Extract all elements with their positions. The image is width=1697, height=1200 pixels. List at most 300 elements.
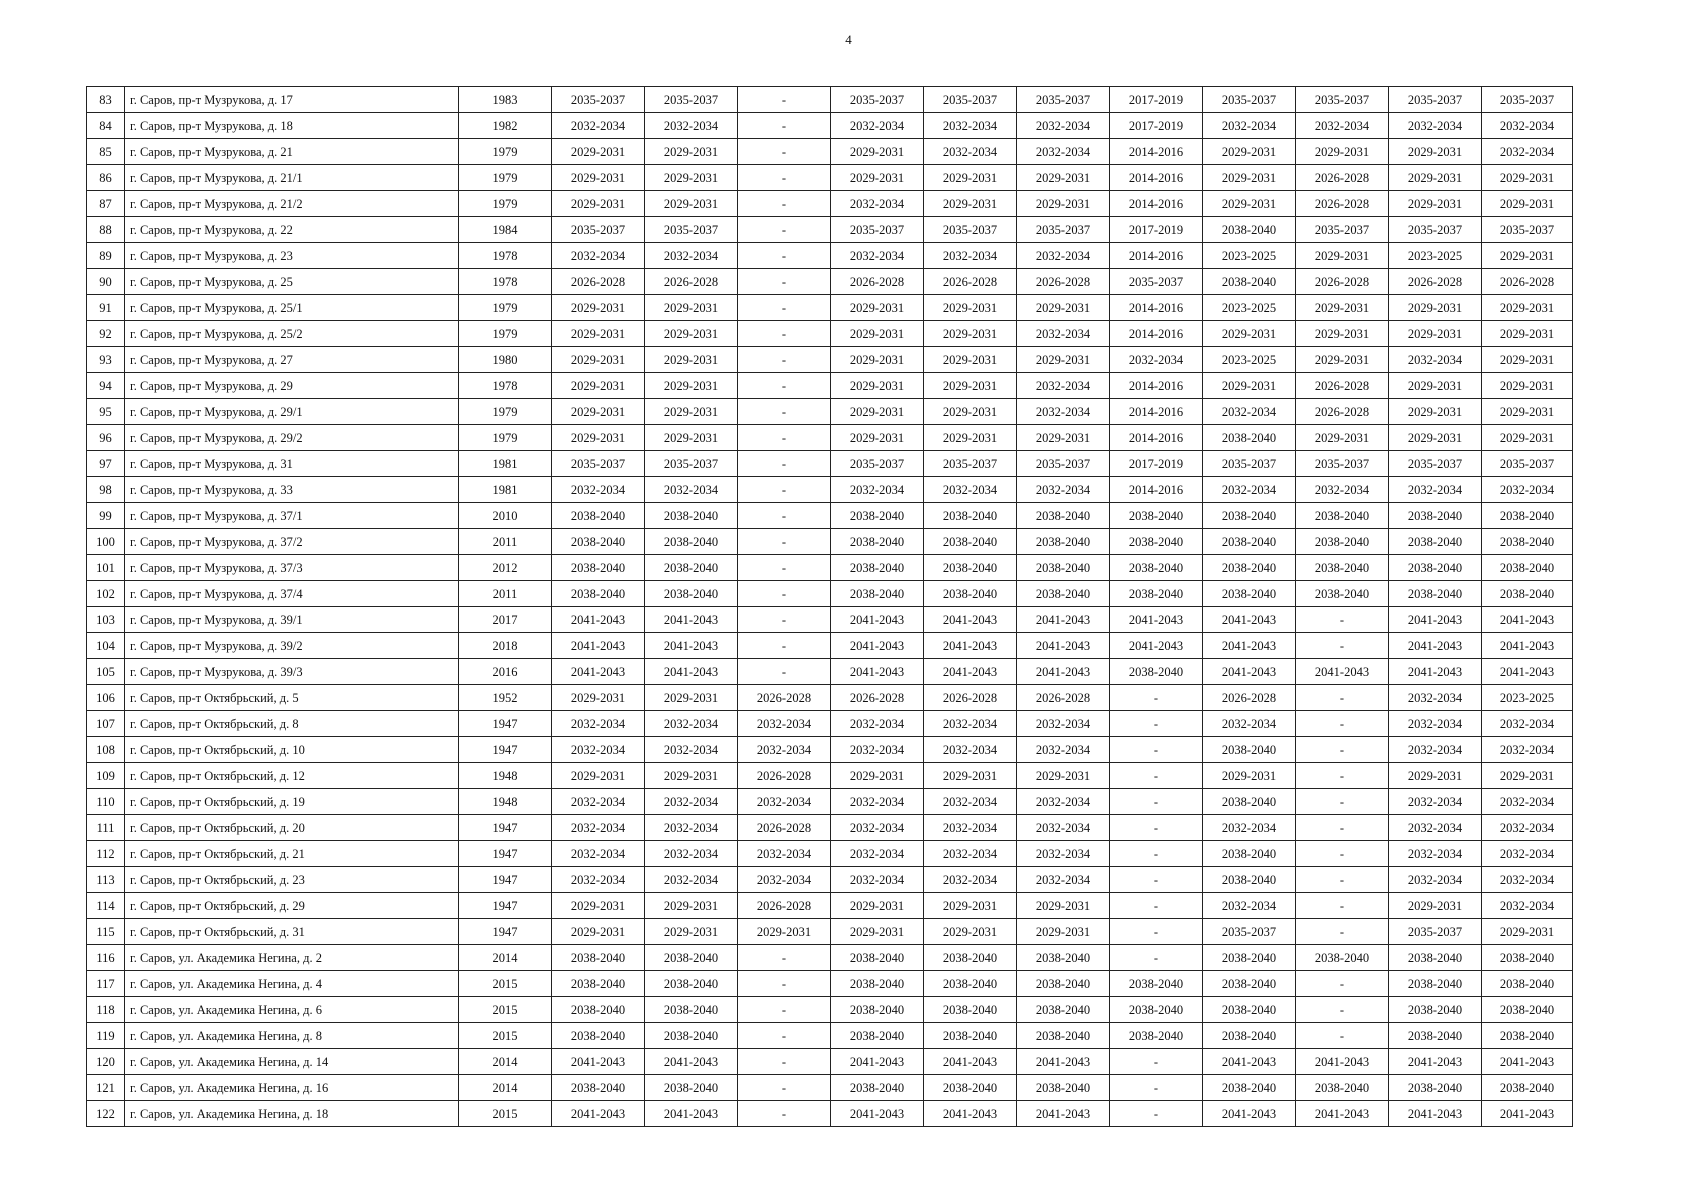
cell-build-year: 1981: [459, 477, 552, 503]
cell-row-number: 118: [87, 997, 125, 1023]
cell-build-year: 1948: [459, 763, 552, 789]
cell-period-1: 2029-2031: [552, 191, 645, 217]
cell-period-1: 2041-2043: [552, 633, 645, 659]
cell-period-8: 2032-2034: [1203, 477, 1296, 503]
cell-period-2: 2038-2040: [645, 1075, 738, 1101]
table-row: [87, 659, 1573, 685]
cell-period-8: 2038-2040: [1203, 529, 1296, 555]
table-row: [87, 1023, 1573, 1049]
cell-period-11: 2032-2034: [1482, 893, 1573, 919]
cell-period-8: 2038-2040: [1203, 737, 1296, 763]
cell-period-7: 2017-2019: [1110, 217, 1203, 243]
cell-build-year: 2015: [459, 1101, 552, 1127]
cell-period-7: 2014-2016: [1110, 243, 1203, 269]
cell-period-11: 2041-2043: [1482, 633, 1573, 659]
cell-period-11: 2032-2034: [1482, 477, 1573, 503]
cell-period-8: 2023-2025: [1203, 243, 1296, 269]
cell-row-number: 121: [87, 1075, 125, 1101]
cell-period-5: 2041-2043: [924, 659, 1017, 685]
cell-row-number: 101: [87, 555, 125, 581]
table-row: [87, 503, 1573, 529]
cell-period-1: 2029-2031: [552, 685, 645, 711]
cell-period-1: 2029-2031: [552, 893, 645, 919]
cell-period-11: 2038-2040: [1482, 581, 1573, 607]
cell-period-11: 2038-2040: [1482, 997, 1573, 1023]
cell-address: г. Саров, пр-т Музрукова, д. 29/2: [125, 425, 459, 451]
cell-row-number: 92: [87, 321, 125, 347]
cell-row-number: 108: [87, 737, 125, 763]
cell-period-9: 2038-2040: [1296, 503, 1389, 529]
cell-row-number: 95: [87, 399, 125, 425]
cell-period-6: 2032-2034: [1017, 711, 1110, 737]
cell-period-2: 2032-2034: [645, 243, 738, 269]
cell-period-2: 2029-2031: [645, 165, 738, 191]
cell-build-year: 1979: [459, 425, 552, 451]
table-row: [87, 789, 1573, 815]
cell-period-7: 2038-2040: [1110, 555, 1203, 581]
cell-period-10: 2032-2034: [1389, 815, 1482, 841]
cell-period-11: 2038-2040: [1482, 555, 1573, 581]
cell-period-3: -: [738, 997, 831, 1023]
cell-address: г. Саров, пр-т Октябрьский, д. 12: [125, 763, 459, 789]
cell-period-7: 2014-2016: [1110, 165, 1203, 191]
cell-address: г. Саров, пр-т Музрукова, д. 39/1: [125, 607, 459, 633]
cell-row-number: 99: [87, 503, 125, 529]
cell-period-2: 2029-2031: [645, 191, 738, 217]
cell-row-number: 109: [87, 763, 125, 789]
cell-period-10: 2032-2034: [1389, 841, 1482, 867]
cell-build-year: 2011: [459, 529, 552, 555]
cell-period-4: 2038-2040: [831, 1023, 924, 1049]
cell-period-11: 2032-2034: [1482, 867, 1573, 893]
cell-row-number: 111: [87, 815, 125, 841]
cell-period-9: 2026-2028: [1296, 269, 1389, 295]
cell-period-6: 2038-2040: [1017, 581, 1110, 607]
cell-period-5: 2038-2040: [924, 555, 1017, 581]
cell-period-3: -: [738, 269, 831, 295]
cell-period-5: 2041-2043: [924, 1101, 1017, 1127]
cell-period-3: -: [738, 1049, 831, 1075]
cell-address: г. Саров, пр-т Музрукова, д. 37/4: [125, 581, 459, 607]
table-row: [87, 867, 1573, 893]
cell-address: г. Саров, пр-т Музрукова, д. 33: [125, 477, 459, 503]
cell-build-year: 1979: [459, 321, 552, 347]
cell-period-6: 2041-2043: [1017, 659, 1110, 685]
cell-period-4: 2035-2037: [831, 451, 924, 477]
table-row: [87, 425, 1573, 451]
cell-period-10: 2023-2025: [1389, 243, 1482, 269]
cell-period-4: 2029-2031: [831, 165, 924, 191]
cell-period-10: 2041-2043: [1389, 607, 1482, 633]
table-row: [87, 711, 1573, 737]
cell-period-4: 2029-2031: [831, 763, 924, 789]
cell-period-1: 2026-2028: [552, 269, 645, 295]
cell-period-9: 2032-2034: [1296, 113, 1389, 139]
cell-period-5: 2029-2031: [924, 191, 1017, 217]
cell-period-3: -: [738, 451, 831, 477]
cell-period-4: 2038-2040: [831, 945, 924, 971]
cell-period-10: 2029-2031: [1389, 763, 1482, 789]
cell-address: г. Саров, пр-т Музрукова, д. 29: [125, 373, 459, 399]
cell-build-year: 2012: [459, 555, 552, 581]
cell-period-4: 2032-2034: [831, 243, 924, 269]
cell-period-1: 2035-2037: [552, 451, 645, 477]
cell-period-8: 2038-2040: [1203, 503, 1296, 529]
cell-period-1: 2035-2037: [552, 87, 645, 113]
cell-period-3: -: [738, 399, 831, 425]
cell-period-4: 2029-2031: [831, 373, 924, 399]
cell-period-3: -: [738, 1101, 831, 1127]
cell-period-4: 2038-2040: [831, 529, 924, 555]
cell-period-11: 2029-2031: [1482, 347, 1573, 373]
cell-period-4: 2041-2043: [831, 1049, 924, 1075]
cell-period-5: 2032-2034: [924, 815, 1017, 841]
cell-address: г. Саров, пр-т Музрукова, д. 37/3: [125, 555, 459, 581]
cell-build-year: 1947: [459, 815, 552, 841]
cell-period-2: 2029-2031: [645, 321, 738, 347]
cell-period-11: 2023-2025: [1482, 685, 1573, 711]
cell-period-5: 2032-2034: [924, 477, 1017, 503]
cell-period-3: 2032-2034: [738, 789, 831, 815]
cell-period-3: -: [738, 529, 831, 555]
cell-row-number: 119: [87, 1023, 125, 1049]
cell-period-6: 2029-2031: [1017, 893, 1110, 919]
cell-period-2: 2029-2031: [645, 139, 738, 165]
cell-period-10: 2029-2031: [1389, 425, 1482, 451]
cell-period-4: 2038-2040: [831, 503, 924, 529]
cell-period-4: 2041-2043: [831, 607, 924, 633]
cell-period-10: 2041-2043: [1389, 633, 1482, 659]
cell-row-number: 90: [87, 269, 125, 295]
cell-period-7: -: [1110, 841, 1203, 867]
cell-build-year: 1982: [459, 113, 552, 139]
cell-period-4: 2038-2040: [831, 1075, 924, 1101]
cell-period-6: 2032-2034: [1017, 815, 1110, 841]
cell-address: г. Саров, пр-т Музрукова, д. 25: [125, 269, 459, 295]
cell-period-8: 2038-2040: [1203, 841, 1296, 867]
cell-period-2: 2041-2043: [645, 1101, 738, 1127]
cell-period-6: 2038-2040: [1017, 945, 1110, 971]
cell-period-10: 2032-2034: [1389, 477, 1482, 503]
cell-period-4: 2038-2040: [831, 997, 924, 1023]
cell-period-1: 2029-2031: [552, 139, 645, 165]
cell-period-7: 2017-2019: [1110, 113, 1203, 139]
cell-period-11: 2029-2031: [1482, 165, 1573, 191]
cell-period-1: 2032-2034: [552, 841, 645, 867]
cell-period-5: 2038-2040: [924, 997, 1017, 1023]
cell-period-9: -: [1296, 789, 1389, 815]
cell-address: г. Саров, пр-т Музрукова, д. 37/2: [125, 529, 459, 555]
cell-period-3: -: [738, 373, 831, 399]
cell-period-5: 2038-2040: [924, 1075, 1017, 1101]
cell-period-7: -: [1110, 789, 1203, 815]
cell-period-4: 2029-2031: [831, 919, 924, 945]
cell-row-number: 89: [87, 243, 125, 269]
table-row: [87, 399, 1573, 425]
cell-period-8: 2041-2043: [1203, 607, 1296, 633]
cell-period-1: 2038-2040: [552, 555, 645, 581]
cell-period-11: 2032-2034: [1482, 841, 1573, 867]
cell-row-number: 104: [87, 633, 125, 659]
cell-period-4: 2029-2031: [831, 295, 924, 321]
cell-row-number: 116: [87, 945, 125, 971]
cell-period-9: 2035-2037: [1296, 217, 1389, 243]
cell-period-7: 2014-2016: [1110, 191, 1203, 217]
cell-address: г. Саров, пр-т Октябрьский, д. 23: [125, 867, 459, 893]
cell-period-11: 2038-2040: [1482, 503, 1573, 529]
cell-period-8: 2038-2040: [1203, 217, 1296, 243]
cell-build-year: 1978: [459, 373, 552, 399]
cell-period-1: 2029-2031: [552, 399, 645, 425]
cell-build-year: 2015: [459, 1023, 552, 1049]
cell-period-8: 2032-2034: [1203, 711, 1296, 737]
cell-period-11: 2032-2034: [1482, 737, 1573, 763]
cell-build-year: 1947: [459, 893, 552, 919]
cell-period-7: 2035-2037: [1110, 269, 1203, 295]
cell-period-1: 2032-2034: [552, 815, 645, 841]
cell-build-year: 2011: [459, 581, 552, 607]
cell-period-6: 2029-2031: [1017, 295, 1110, 321]
table-row: [87, 529, 1573, 555]
cell-period-10: 2032-2034: [1389, 347, 1482, 373]
cell-period-10: 2038-2040: [1389, 997, 1482, 1023]
cell-period-7: 2014-2016: [1110, 295, 1203, 321]
cell-period-10: 2032-2034: [1389, 113, 1482, 139]
cell-period-8: 2023-2025: [1203, 295, 1296, 321]
cell-period-7: -: [1110, 1075, 1203, 1101]
cell-period-9: -: [1296, 919, 1389, 945]
cell-period-9: 2041-2043: [1296, 659, 1389, 685]
cell-period-10: 2041-2043: [1389, 1049, 1482, 1075]
cell-period-10: 2029-2031: [1389, 191, 1482, 217]
cell-period-9: -: [1296, 893, 1389, 919]
cell-build-year: 1979: [459, 139, 552, 165]
cell-period-3: -: [738, 633, 831, 659]
cell-period-5: 2038-2040: [924, 529, 1017, 555]
table-row: [87, 737, 1573, 763]
table-row: [87, 945, 1573, 971]
cell-period-4: 2029-2031: [831, 139, 924, 165]
cell-address: г. Саров, ул. Академика Негина, д. 16: [125, 1075, 459, 1101]
cell-period-11: 2038-2040: [1482, 1075, 1573, 1101]
cell-period-8: 2038-2040: [1203, 945, 1296, 971]
cell-address: г. Саров, пр-т Октябрьский, д. 10: [125, 737, 459, 763]
cell-build-year: 1980: [459, 347, 552, 373]
cell-period-10: 2038-2040: [1389, 555, 1482, 581]
cell-period-11: 2041-2043: [1482, 1101, 1573, 1127]
cell-period-2: 2038-2040: [645, 503, 738, 529]
cell-period-5: 2029-2031: [924, 919, 1017, 945]
cell-period-8: 2038-2040: [1203, 425, 1296, 451]
cell-period-9: 2029-2031: [1296, 425, 1389, 451]
table-row: [87, 997, 1573, 1023]
cell-period-6: 2038-2040: [1017, 971, 1110, 997]
cell-period-6: 2038-2040: [1017, 1023, 1110, 1049]
cell-period-8: 2038-2040: [1203, 971, 1296, 997]
cell-period-6: 2029-2031: [1017, 165, 1110, 191]
cell-period-2: 2038-2040: [645, 1023, 738, 1049]
cell-address: г. Саров, пр-т Музрукова, д. 25/2: [125, 321, 459, 347]
cell-period-7: 2038-2040: [1110, 529, 1203, 555]
cell-row-number: 93: [87, 347, 125, 373]
cell-row-number: 83: [87, 87, 125, 113]
cell-period-3: -: [738, 971, 831, 997]
cell-period-7: -: [1110, 815, 1203, 841]
cell-period-3: -: [738, 87, 831, 113]
cell-period-1: 2041-2043: [552, 659, 645, 685]
cell-period-6: 2032-2034: [1017, 789, 1110, 815]
cell-period-5: 2038-2040: [924, 1023, 1017, 1049]
cell-period-11: 2029-2031: [1482, 373, 1573, 399]
cell-period-2: 2029-2031: [645, 893, 738, 919]
cell-period-10: 2038-2040: [1389, 503, 1482, 529]
cell-period-7: 2014-2016: [1110, 399, 1203, 425]
cell-period-6: 2035-2037: [1017, 451, 1110, 477]
cell-period-6: 2038-2040: [1017, 503, 1110, 529]
cell-period-3: -: [738, 425, 831, 451]
cell-period-4: 2029-2031: [831, 425, 924, 451]
cell-period-4: 2029-2031: [831, 893, 924, 919]
cell-period-10: 2032-2034: [1389, 685, 1482, 711]
cell-period-5: 2029-2031: [924, 295, 1017, 321]
cell-period-4: 2038-2040: [831, 581, 924, 607]
cell-address: г. Саров, ул. Академика Негина, д. 8: [125, 1023, 459, 1049]
cell-row-number: 96: [87, 425, 125, 451]
cell-period-8: 2038-2040: [1203, 867, 1296, 893]
cell-period-5: 2035-2037: [924, 87, 1017, 113]
cell-period-9: 2026-2028: [1296, 165, 1389, 191]
cell-period-7: 2014-2016: [1110, 139, 1203, 165]
cell-period-3: -: [738, 321, 831, 347]
cell-period-2: 2032-2034: [645, 113, 738, 139]
cell-period-11: 2038-2040: [1482, 529, 1573, 555]
cell-period-11: 2029-2031: [1482, 243, 1573, 269]
cell-period-5: 2038-2040: [924, 581, 1017, 607]
cell-period-10: 2029-2031: [1389, 295, 1482, 321]
table-row: [87, 971, 1573, 997]
cell-period-8: 2035-2037: [1203, 919, 1296, 945]
cell-period-2: 2029-2031: [645, 347, 738, 373]
cell-period-4: 2032-2034: [831, 191, 924, 217]
cell-address: г. Саров, пр-т Октябрьский, д. 21: [125, 841, 459, 867]
cell-period-1: 2032-2034: [552, 789, 645, 815]
cell-period-11: 2029-2031: [1482, 295, 1573, 321]
cell-build-year: 1947: [459, 737, 552, 763]
cell-period-2: 2029-2031: [645, 295, 738, 321]
cell-period-7: -: [1110, 919, 1203, 945]
cell-period-3: -: [738, 139, 831, 165]
cell-period-10: 2041-2043: [1389, 659, 1482, 685]
cell-period-3: -: [738, 217, 831, 243]
cell-period-6: 2038-2040: [1017, 1075, 1110, 1101]
cell-period-11: 2032-2034: [1482, 789, 1573, 815]
cell-period-5: 2041-2043: [924, 1049, 1017, 1075]
cell-period-8: 2023-2025: [1203, 347, 1296, 373]
table-row: [87, 581, 1573, 607]
cell-period-6: 2038-2040: [1017, 555, 1110, 581]
table-row: [87, 113, 1573, 139]
cell-period-4: 2035-2037: [831, 217, 924, 243]
cell-period-8: 2038-2040: [1203, 1023, 1296, 1049]
cell-period-9: -: [1296, 1023, 1389, 1049]
cell-period-6: 2032-2034: [1017, 867, 1110, 893]
cell-period-1: 2041-2043: [552, 607, 645, 633]
cell-period-7: 2038-2040: [1110, 581, 1203, 607]
cell-period-5: 2041-2043: [924, 633, 1017, 659]
cell-build-year: 1981: [459, 451, 552, 477]
cell-period-9: 2029-2031: [1296, 347, 1389, 373]
cell-period-10: 2029-2031: [1389, 373, 1482, 399]
cell-build-year: 1984: [459, 217, 552, 243]
cell-period-1: 2029-2031: [552, 321, 645, 347]
cell-period-2: 2029-2031: [645, 399, 738, 425]
cell-period-5: 2035-2037: [924, 217, 1017, 243]
cell-period-7: 2038-2040: [1110, 971, 1203, 997]
cell-address: г. Саров, пр-т Музрукова, д. 21/2: [125, 191, 459, 217]
cell-period-1: 2041-2043: [552, 1049, 645, 1075]
cell-period-2: 2038-2040: [645, 581, 738, 607]
cell-period-6: 2029-2031: [1017, 347, 1110, 373]
cell-period-4: 2026-2028: [831, 269, 924, 295]
cell-period-1: 2035-2037: [552, 217, 645, 243]
cell-period-9: 2038-2040: [1296, 529, 1389, 555]
cell-period-10: 2038-2040: [1389, 971, 1482, 997]
cell-period-3: -: [738, 113, 831, 139]
table-row: [87, 919, 1573, 945]
cell-period-6: 2038-2040: [1017, 997, 1110, 1023]
cell-period-11: 2026-2028: [1482, 269, 1573, 295]
cell-period-5: 2029-2031: [924, 373, 1017, 399]
cell-period-2: 2038-2040: [645, 971, 738, 997]
cell-period-1: 2029-2031: [552, 763, 645, 789]
cell-period-1: 2038-2040: [552, 997, 645, 1023]
table-row: [87, 633, 1573, 659]
cell-period-6: 2041-2043: [1017, 1101, 1110, 1127]
cell-period-2: 2041-2043: [645, 607, 738, 633]
cell-build-year: 1979: [459, 295, 552, 321]
cell-period-2: 2032-2034: [645, 841, 738, 867]
cell-period-3: -: [738, 191, 831, 217]
cell-period-8: 2038-2040: [1203, 1075, 1296, 1101]
cell-period-9: 2029-2031: [1296, 139, 1389, 165]
cell-period-4: 2041-2043: [831, 1101, 924, 1127]
cell-row-number: 103: [87, 607, 125, 633]
cell-period-1: 2038-2040: [552, 971, 645, 997]
cell-period-4: 2032-2034: [831, 711, 924, 737]
cell-period-8: 2029-2031: [1203, 373, 1296, 399]
cell-period-3: -: [738, 295, 831, 321]
cell-period-3: 2026-2028: [738, 893, 831, 919]
table-row: [87, 269, 1573, 295]
cell-period-7: 2032-2034: [1110, 347, 1203, 373]
cell-period-2: 2032-2034: [645, 815, 738, 841]
table-row: [87, 243, 1573, 269]
cell-period-8: 2032-2034: [1203, 815, 1296, 841]
cell-period-6: 2029-2031: [1017, 919, 1110, 945]
cell-period-5: 2038-2040: [924, 945, 1017, 971]
cell-build-year: 1978: [459, 269, 552, 295]
cell-period-10: 2029-2031: [1389, 399, 1482, 425]
table-row: [87, 191, 1573, 217]
table-row: [87, 1075, 1573, 1101]
cell-period-7: 2038-2040: [1110, 997, 1203, 1023]
cell-period-10: 2032-2034: [1389, 789, 1482, 815]
cell-period-9: 2041-2043: [1296, 1049, 1389, 1075]
cell-period-8: 2032-2034: [1203, 399, 1296, 425]
cell-period-7: -: [1110, 893, 1203, 919]
cell-period-2: 2032-2034: [645, 737, 738, 763]
cell-period-4: 2038-2040: [831, 555, 924, 581]
